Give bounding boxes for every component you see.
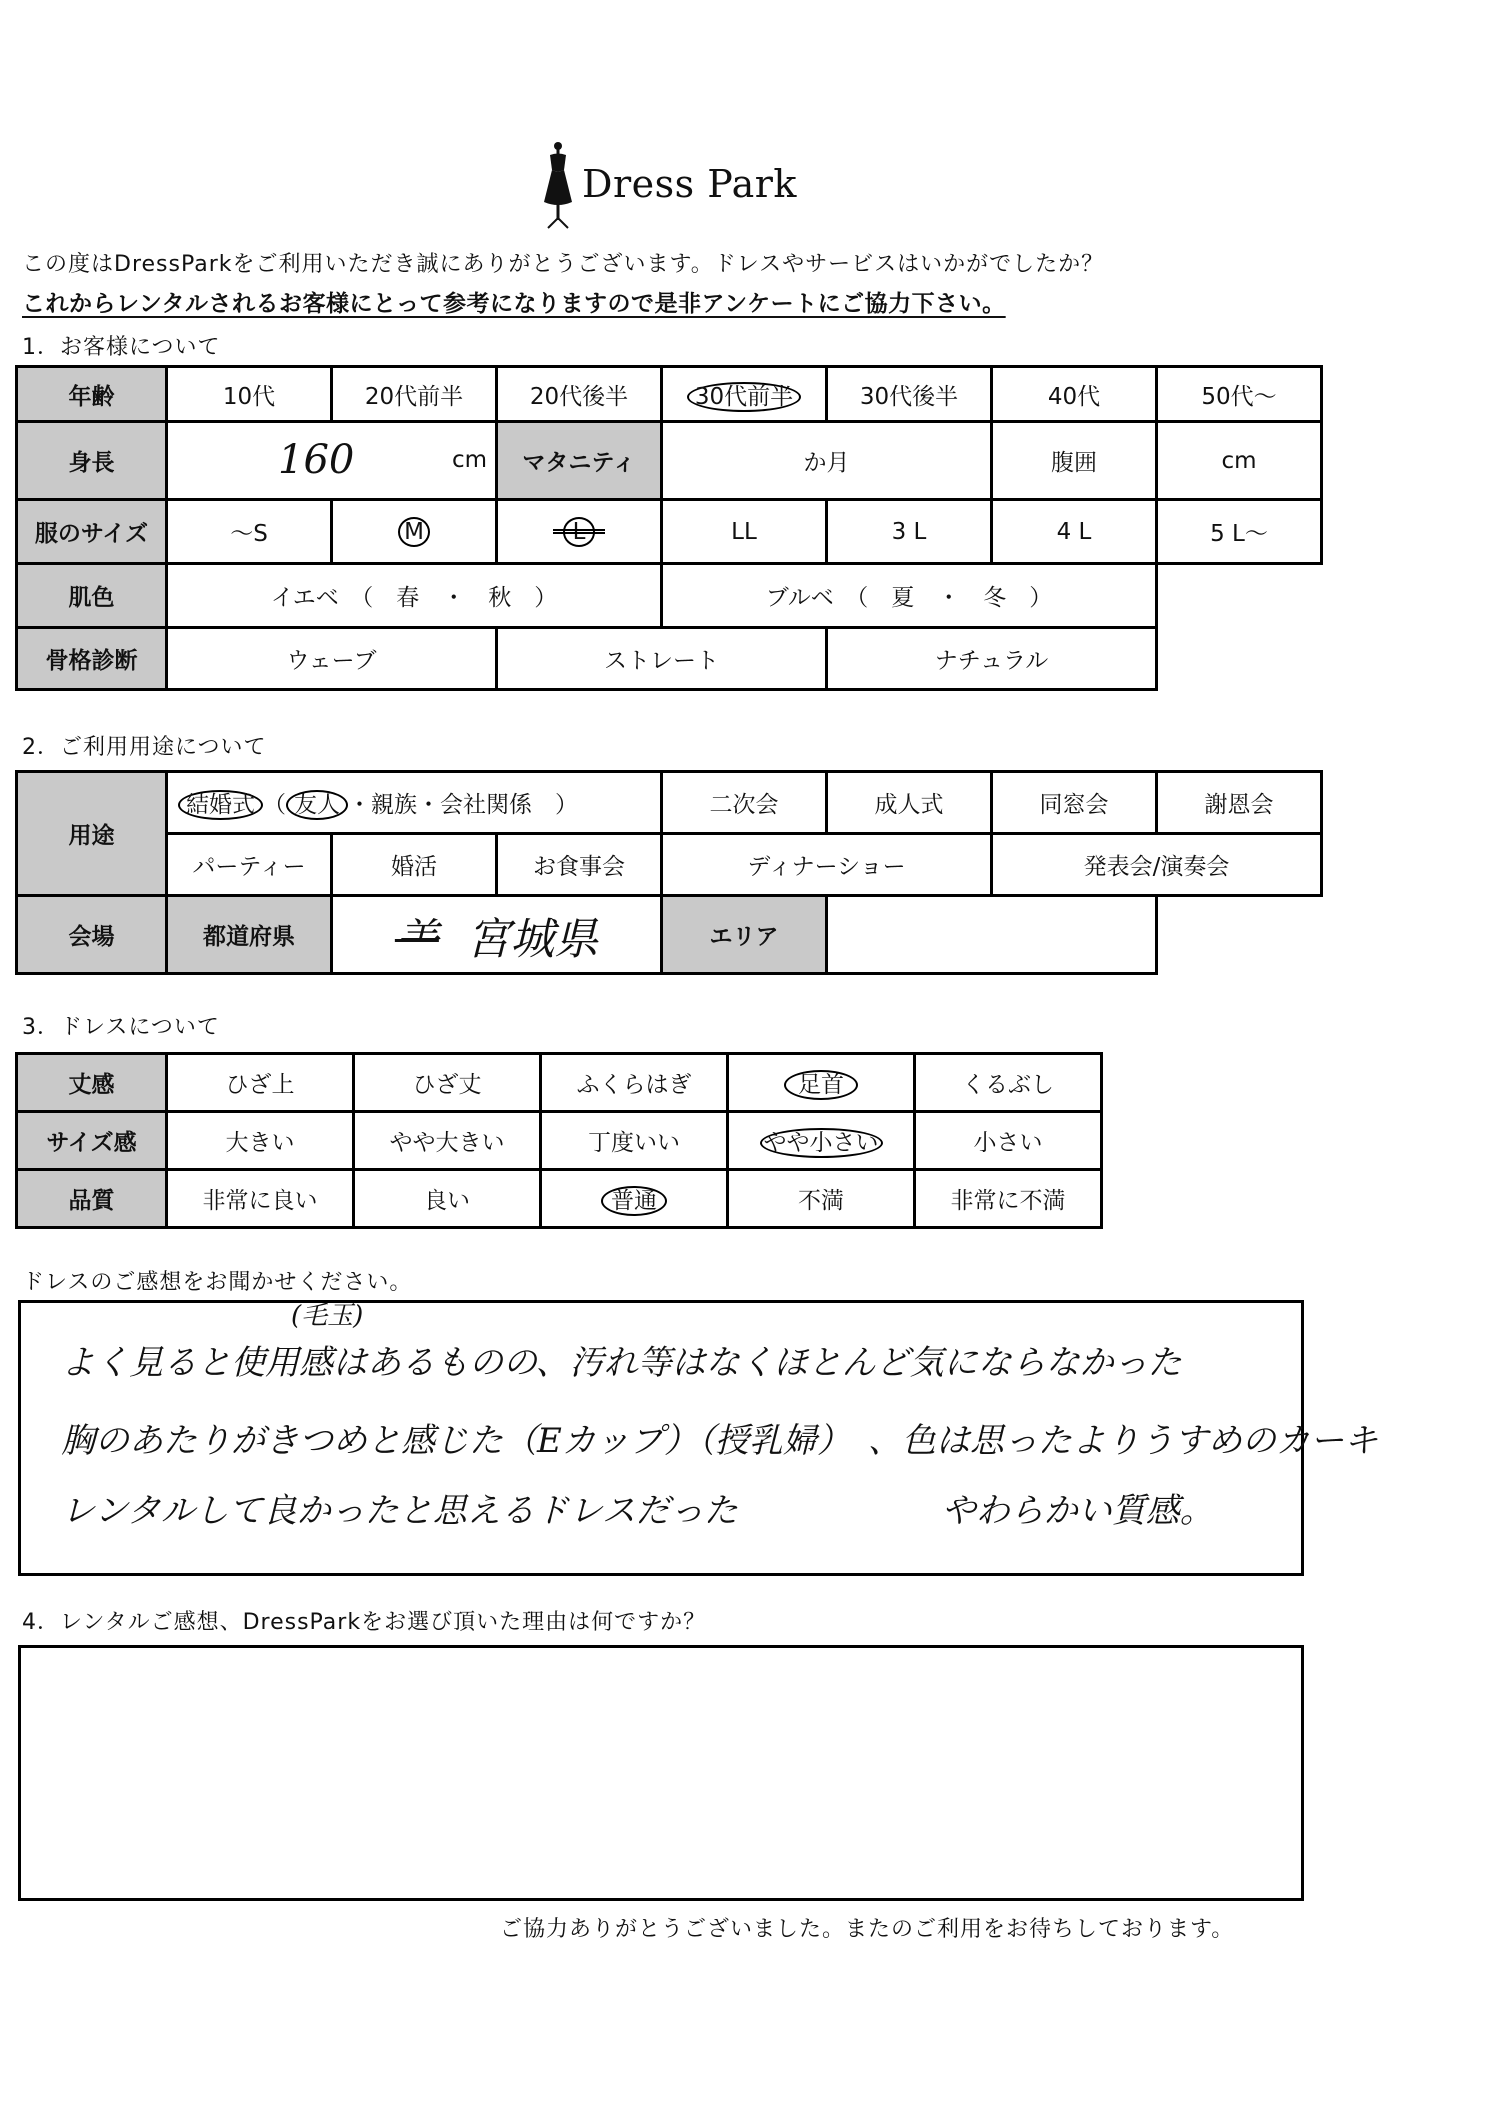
paren-open: （	[263, 792, 286, 818]
prefecture-label: 都道府県	[167, 896, 332, 974]
purpose-row-2	[17, 834, 1322, 896]
customer-table	[15, 365, 1323, 691]
length-option[interactable]: ひざ丈	[354, 1054, 541, 1112]
size-option[interactable]	[827, 500, 992, 564]
prefecture-value: 宮城県	[466, 913, 599, 965]
impression-line-2: 胸のあたりがきつめと感じた（Eカップ）（授乳婦） 、色は思ったよりうすめのカーキ	[61, 1421, 1378, 1461]
impression-title: ドレスのご感想をお聞かせください。	[22, 1270, 413, 1295]
age-option-text: 20代後半	[529, 383, 629, 410]
intro-line-1: この度はDressParkをご利用いただき誠にありがとうございます。ドレスやサービスはいかがでしたか？	[22, 252, 1105, 277]
age-option-selected[interactable]	[662, 367, 827, 422]
size-option-text: L	[572, 518, 586, 545]
size-option-crossed[interactable]	[497, 500, 662, 564]
size-option-selected[interactable]	[332, 500, 497, 564]
size-option[interactable]	[992, 500, 1157, 564]
footer-thanks: ご協力ありがとうございました。またのご利用をお待ちしております。	[500, 1917, 1235, 1942]
age-option-text: 20代前半	[364, 383, 464, 410]
purpose-row-1	[17, 772, 1322, 834]
fit-option[interactable]: 小さい	[915, 1112, 1102, 1170]
purpose-option[interactable]: 同窓会	[992, 772, 1157, 834]
purpose-option[interactable]: 婚活	[332, 834, 497, 896]
purpose-option[interactable]: お食事会	[497, 834, 662, 896]
impression-annotation: (毛玉)	[291, 1301, 364, 1331]
impression-line-1: よく見ると使用感はあるものの、汚れ等はなくほとんど気にならなかった	[61, 1343, 1182, 1383]
body-type-option[interactable]: ウェーブ	[167, 628, 497, 690]
age-option-text: 40代	[1047, 383, 1101, 410]
purpose-option[interactable]: パーティー	[167, 834, 332, 896]
area-field[interactable]	[827, 896, 1157, 974]
dress-table	[15, 1052, 1103, 1229]
height-field[interactable]	[167, 422, 497, 500]
age-option-text: 10代	[222, 383, 276, 410]
height-unit: cm	[451, 447, 487, 473]
quality-option[interactable]: 良い	[354, 1170, 541, 1228]
length-option[interactable]: ふくらはぎ	[541, 1054, 728, 1112]
size-row	[17, 500, 1322, 564]
size-option[interactable]	[167, 500, 332, 564]
height-label: 身長	[17, 422, 167, 500]
quality-label: 品質	[17, 1170, 167, 1228]
wedding-option[interactable]	[167, 772, 662, 834]
fit-option[interactable]: 丁度いい	[541, 1112, 728, 1170]
age-option[interactable]	[1157, 367, 1322, 422]
length-option-selected[interactable]	[728, 1054, 915, 1112]
size-option-text: 4 L	[1056, 518, 1092, 545]
body-type-option[interactable]: ナチュラル	[827, 628, 1157, 690]
waist-unit: cm	[1221, 447, 1257, 474]
body-type-row	[17, 628, 1322, 690]
size-option[interactable]	[662, 500, 827, 564]
size-label: 服のサイズ	[17, 500, 167, 564]
height-row	[17, 422, 1322, 500]
age-label: 年齢	[17, 367, 167, 422]
purpose-option[interactable]: 成人式	[827, 772, 992, 834]
age-option[interactable]	[167, 367, 332, 422]
age-option[interactable]	[497, 367, 662, 422]
age-option-text: 30代後半	[859, 383, 959, 410]
wedding-option-text: 結婚式	[178, 790, 263, 820]
relation-options-text: ・親族・会社関係 ）	[348, 792, 578, 818]
skin-label: 肌色	[17, 564, 167, 628]
section-2-title: 2．ご利用用途について	[22, 735, 267, 760]
age-option[interactable]	[992, 367, 1157, 422]
size-option-text: M	[398, 517, 430, 547]
fit-row	[17, 1112, 1102, 1170]
skin-blue-option[interactable]: ブルベ （ 夏 ・ 冬 ）	[662, 564, 1157, 628]
age-option[interactable]	[332, 367, 497, 422]
dress-form-icon	[540, 140, 576, 230]
age-option-text: 30代前半	[687, 382, 801, 412]
quality-option[interactable]: 不満	[728, 1170, 915, 1228]
quality-row	[17, 1170, 1102, 1228]
purpose-table	[15, 770, 1323, 975]
height-value: 160	[278, 437, 355, 483]
age-option-text: 50代〜	[1201, 383, 1277, 410]
length-option-text: 足首	[784, 1070, 858, 1100]
size-option-text: 5 L〜	[1210, 521, 1268, 547]
size-option-text: LL	[731, 518, 757, 545]
section-4-title: 4．レンタルご感想、DressParkをお選び頂いた理由は何ですか？	[22, 1610, 707, 1635]
logo-text: Dress Park	[582, 162, 797, 206]
length-option[interactable]: くるぶし	[915, 1054, 1102, 1112]
length-row	[17, 1054, 1102, 1112]
fit-option[interactable]: やや大きい	[354, 1112, 541, 1170]
friend-option-text: 友人	[286, 790, 348, 820]
quality-option-selected[interactable]	[541, 1170, 728, 1228]
body-type-label: 骨格診断	[17, 628, 167, 690]
size-option-text: 〜S	[230, 521, 268, 547]
age-option[interactable]	[827, 367, 992, 422]
length-option[interactable]: ひざ上	[167, 1054, 354, 1112]
fit-option[interactable]: 大きい	[167, 1112, 354, 1170]
purpose-option[interactable]: 謝恩会	[1157, 772, 1322, 834]
quality-option[interactable]: 非常に不満	[915, 1170, 1102, 1228]
impression-box[interactable]	[18, 1300, 1378, 1576]
waist-label: 腹囲	[992, 422, 1157, 500]
fit-option-selected[interactable]	[728, 1112, 915, 1170]
dresspark-logo	[540, 140, 800, 230]
purpose-option[interactable]: 二次会	[662, 772, 827, 834]
length-label: 丈感	[17, 1054, 167, 1112]
waist-field[interactable]	[1157, 422, 1322, 500]
section-1-title: 1．お客様について	[22, 335, 221, 360]
quality-option-text: 普通	[601, 1186, 667, 1216]
area-label: エリア	[662, 896, 827, 974]
venue-row	[17, 896, 1322, 974]
purpose-option[interactable]: ディナーショー	[662, 834, 992, 896]
maternity-label: マタニティ	[497, 422, 662, 500]
impression-line-3: レンタルして良かったと思えるドレスだった やわらかい質感。	[61, 1491, 1214, 1531]
prefecture-field[interactable]	[332, 896, 662, 974]
reason-box[interactable]	[18, 1645, 1304, 1901]
venue-label: 会場	[17, 896, 167, 974]
purpose-label: 用途	[17, 772, 167, 896]
age-row	[17, 367, 1322, 422]
purpose-option[interactable]: 発表会/演奏会	[992, 834, 1322, 896]
size-option[interactable]	[1157, 500, 1322, 564]
month-unit: か月	[803, 450, 850, 476]
fit-label: サイズ感	[17, 1112, 167, 1170]
skin-row	[17, 564, 1322, 628]
body-type-option[interactable]: ストレート	[497, 628, 827, 690]
maternity-month-field[interactable]	[662, 422, 992, 500]
section-3-title: 3．ドレスについて	[22, 1015, 220, 1040]
prefecture-scribble: ⺷	[394, 913, 439, 965]
skin-yellow-option[interactable]: イエベ （ 春 ・ 秋 ）	[167, 564, 662, 628]
size-option-text: 3 L	[891, 518, 927, 545]
quality-option[interactable]: 非常に良い	[167, 1170, 354, 1228]
intro-line-2: これからレンタルされるお客様にとって参考になりますので是非アンケートにご協力下さい。	[22, 291, 1006, 317]
fit-option-text: やや小さい	[760, 1128, 883, 1158]
